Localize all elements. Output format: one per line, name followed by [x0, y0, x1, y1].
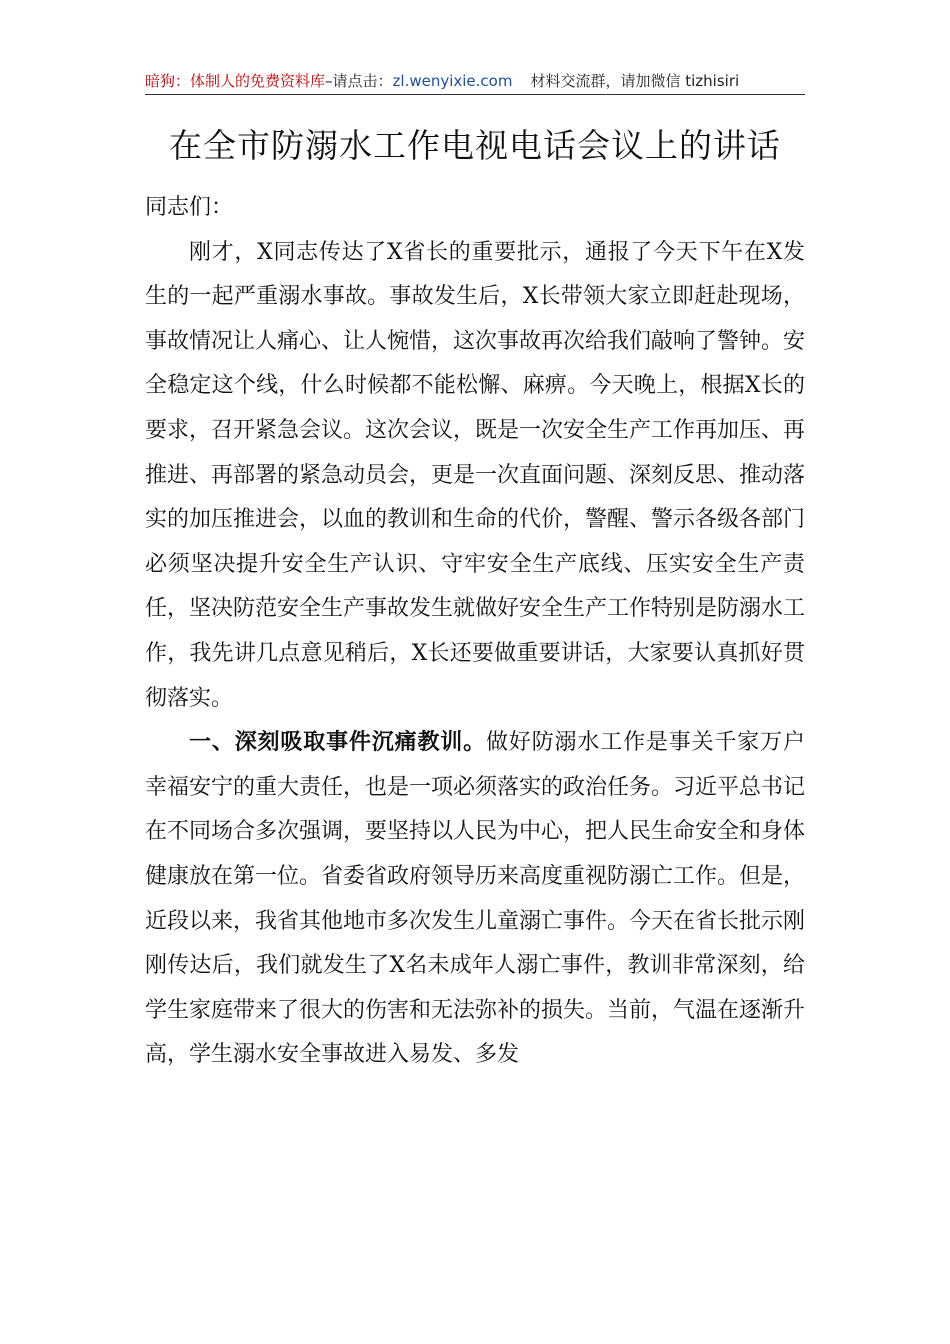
- section-1-body: 做好防溺水工作是事关千家万户幸福安宁的重大责任，也是一项必须落实的政治任务。习近平总书记在不同场合多次强调，要坚持以人民为中心，把人民生命安全和身体健康放在第一位。省委省政府领导历来高度重视防溺亡工作。但是，近段以来，我省其他地市多次发生儿童溺亡事件。今天在省长批示刚刚传达后，我们就发生了X名未成年人溺亡事件，教训非常深刻，给学生家庭带来了很大的伤害和无法弥补的损失。当前，气温在逐渐升高，学生溺水安全事故进入易发、多发: [145, 730, 806, 1068]
- document-title: 在全市防溺水工作电视电话会议上的讲话: [169, 126, 781, 165]
- header-site-link[interactable]: zl.wenyixie.com: [392, 72, 513, 90]
- paragraph-1: 刚才，X同志传达了X省长的重要批示，通报了今天下午在X发生的一起严重溺水事故。事故发生后，X长带领大家立即赶赴现场，事故情况让人痛心、让人惋惜，这次事故再次给我们敲响了警钟。安全稳定这个线，什么时候都不能松懈、麻痹。今天晚上，根据X长的要求，召开紧急会议。这次会议，既是一次安全生产工作再加压、再推进、再部署的紧急动员会，更是一次直面问题、深刻反思、推动落实的加压推进会，以血的教训和生命的代价，警醒、警示各级各部门必须坚决提升安全生产认识、守牢安全生产底线、压实安全生产责任，坚决防范安全生产事故发生就做好安全生产工作特别是防溺水工作，我先讲几点意见稍后，X长还要做重要讲话，大家要认真抓好贯彻落实。: [145, 239, 806, 711]
- document-body: [145, 186, 805, 1078]
- header-click-text: –请点击：: [325, 72, 393, 90]
- paragraph-section-1: [145, 721, 805, 1078]
- section-1-heading: 一、深刻吸取事件沉痛教训。: [189, 730, 486, 756]
- salutation: 同志们：: [145, 195, 234, 220]
- header-contact: 材料交流群，请加微信 tizhisiri: [530, 72, 740, 90]
- header-site-name: 暗狗：体制人的免费资料库: [145, 72, 326, 90]
- page-header: [145, 70, 805, 95]
